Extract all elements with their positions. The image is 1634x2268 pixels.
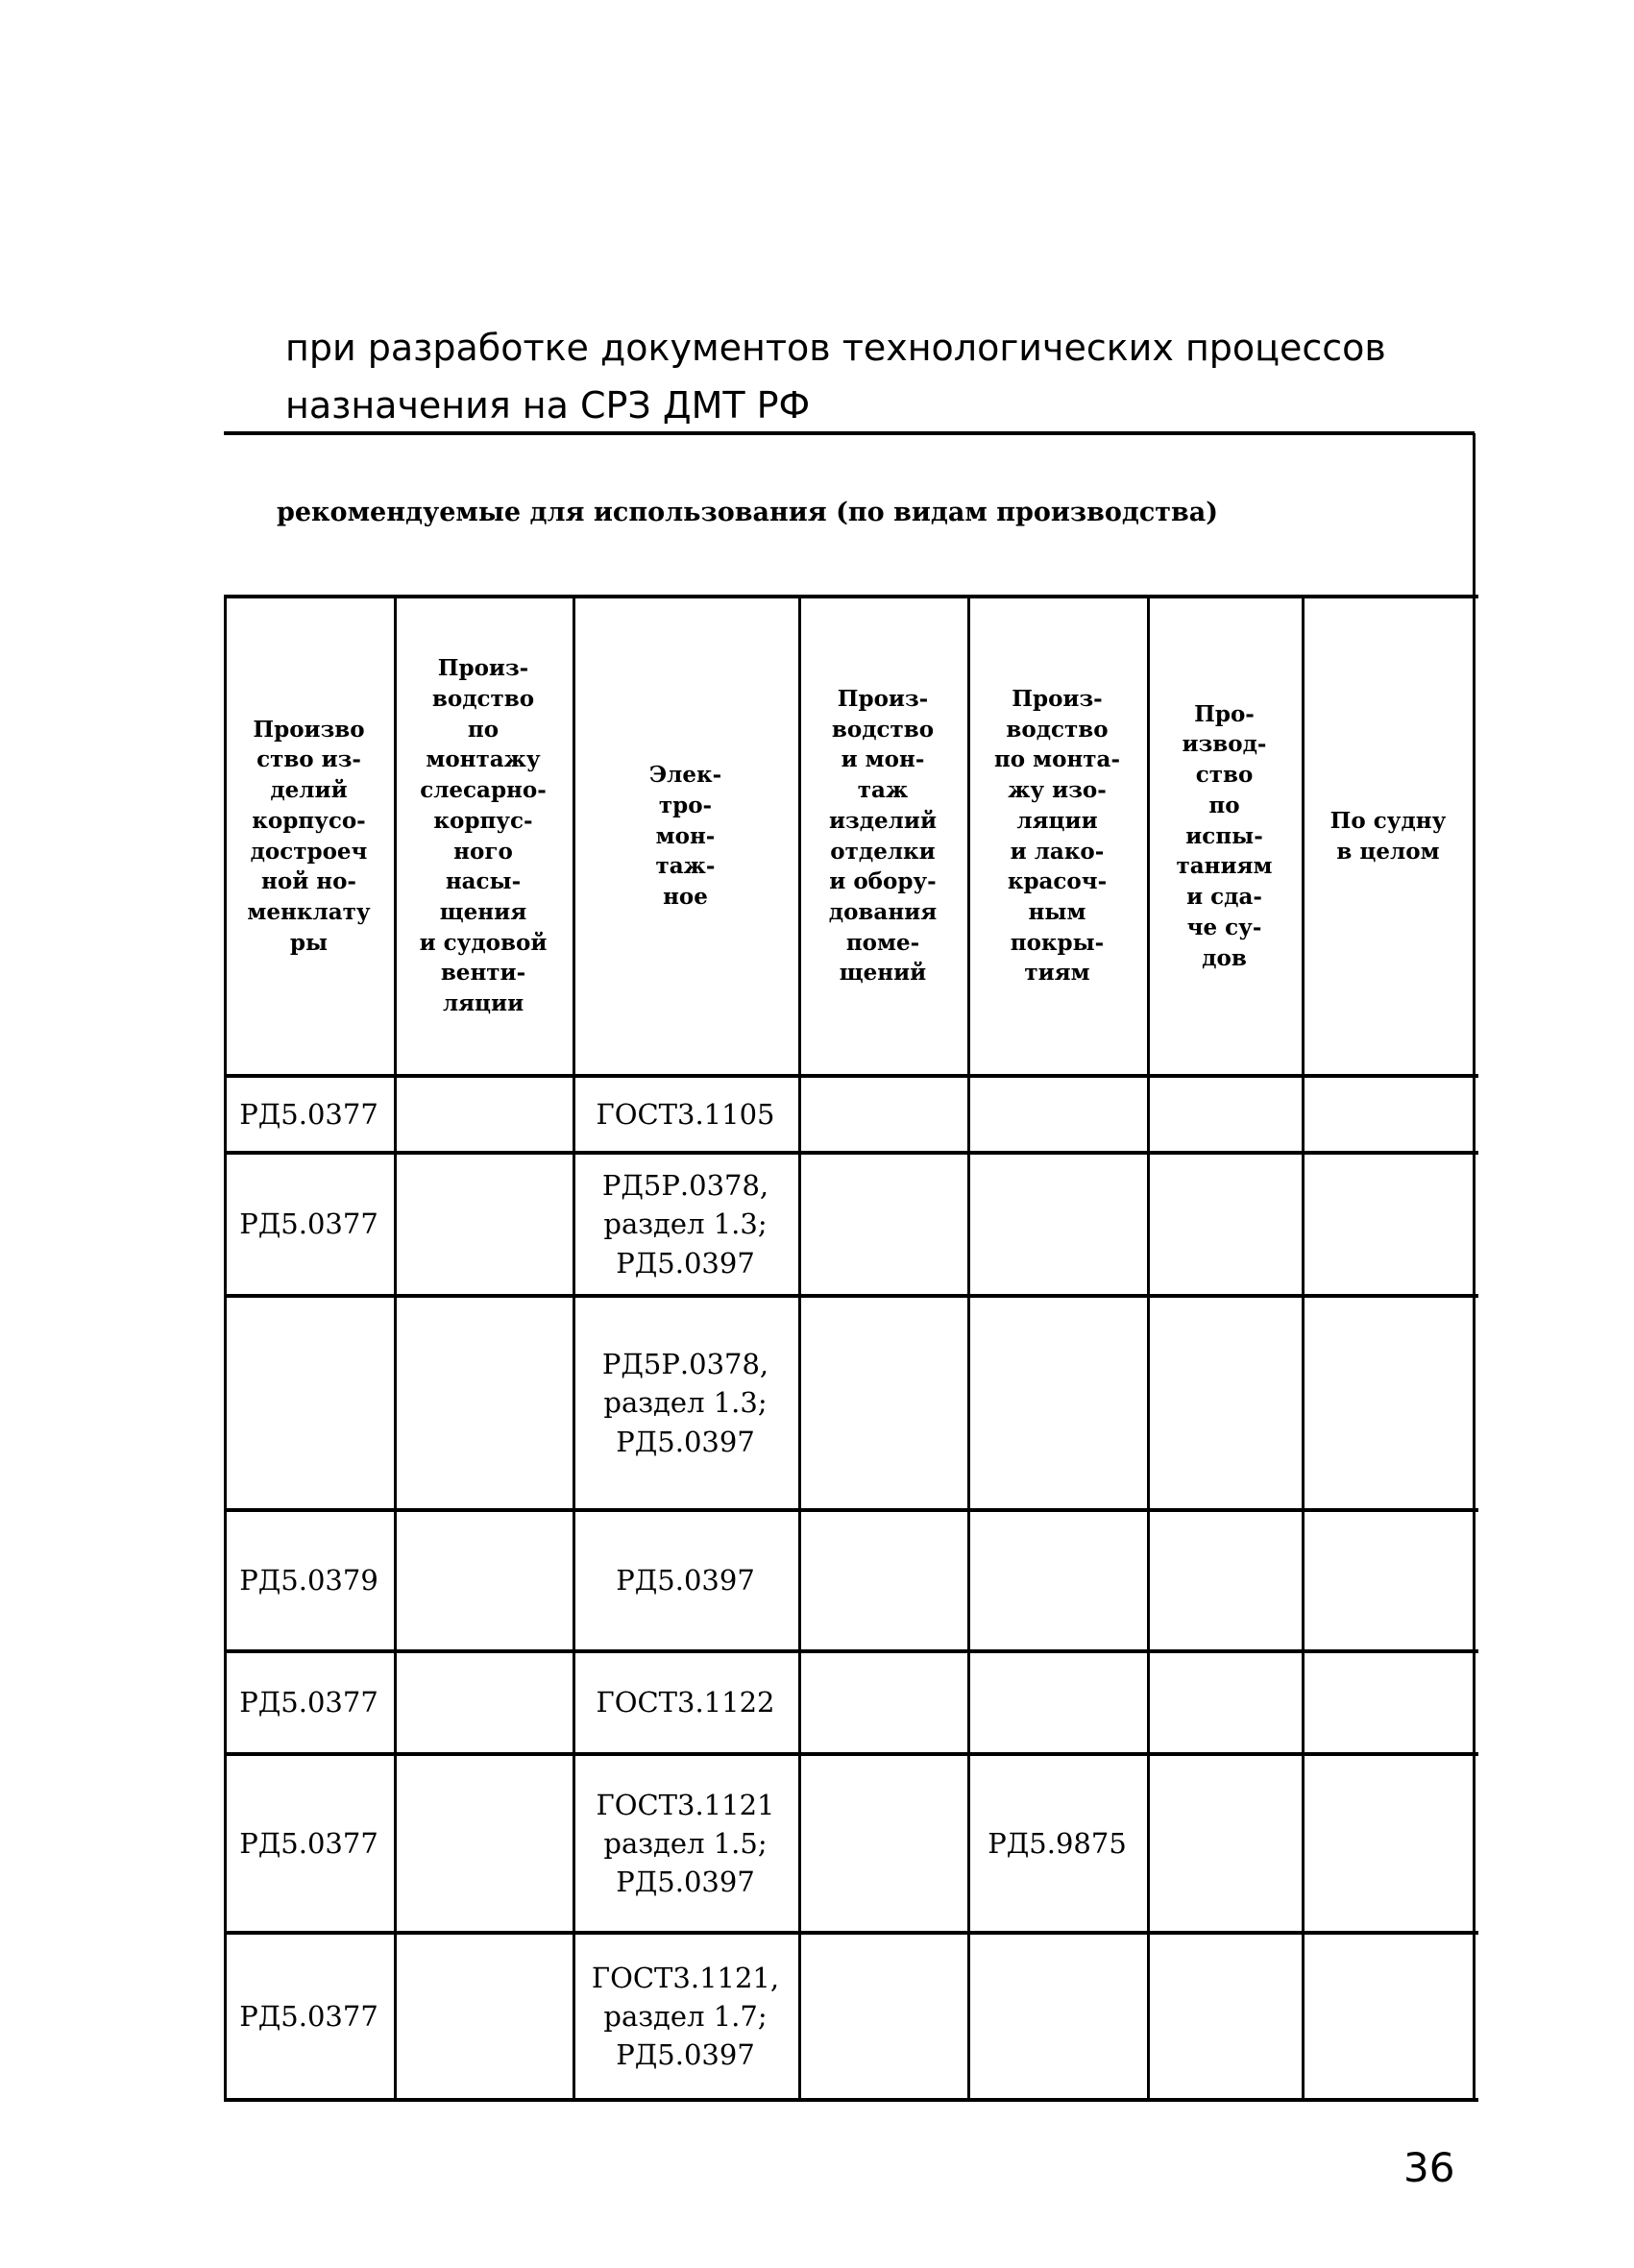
header-insulation-painting: Произ- водство по монта- жу изо- ляции и лако- красоч- ным покры- тиям [993,685,1121,987]
standards-table [224,433,1475,2102]
table-cell [394,1651,573,1754]
table-cell: РД5.0377 [239,1999,378,2033]
table-rule-vertical [1302,597,1305,2102]
table-cell [394,1076,573,1153]
table-rule-vertical [1473,597,1475,2102]
table-cell: РД5.0377 [239,1686,378,1719]
table-cell [967,1510,1147,1651]
table-cell: РД5.0379 [239,1564,378,1597]
table-cell [1147,1754,1302,1933]
header-finishing-equipment: Произ- водство и мон- таж изделий отделки и обору- дования поме- щений [828,685,938,987]
table-cell: РД5Р.0378, раздел 1.3; РД5.0397 [601,1348,769,1458]
table-cell [798,1754,967,1933]
table-cell [1302,1510,1475,1651]
header-ship-overall: По судну в целом [1329,807,1447,865]
table-cell [394,1510,573,1651]
table-cell [798,1933,967,2100]
table-cell: ГОСТ3.1121 раздел 1.5; РД5.0397 [596,1788,775,1898]
table-cell: ГОСТ3.1122 [596,1686,775,1719]
table-cell [1147,1933,1302,2100]
table-cell [1147,1651,1302,1754]
header-hull-production: Произво ство из- делий корпусо- достроеч ной но- менклату ры [247,716,371,956]
table-cell [967,1651,1147,1754]
table-cell [1147,1510,1302,1651]
table-cell: РД5.0377 [239,1826,378,1860]
table-rule-horizontal [224,1151,1478,1155]
table-cell [394,1754,573,1933]
table-cell [224,1296,394,1510]
table-cell [1302,1933,1475,2100]
table-cell [967,1296,1147,1510]
table-cell [1302,1754,1475,1933]
table-rule-horizontal [224,1649,1478,1653]
table-cell [1147,1076,1302,1153]
document-title-line-2: назначения на СРЗ ДМТ РФ [285,384,811,427]
table-cell [798,1651,967,1754]
table-cell: РД5.0377 [239,1097,378,1131]
table-cell [1147,1296,1302,1510]
header-electrical: Элек- тро- мон- таж- ное [648,762,722,911]
table-cell [967,1153,1147,1296]
table-cell [798,1076,967,1153]
table-cell: ГОСТ3.1121, раздел 1.7; РД5.0397 [591,1961,780,2071]
header-fitting-ventilation: Произ- водство по монтажу слесарно- корпус- ного насы- щения и судовой венти- ляции [419,655,548,1017]
table-cell [967,1076,1147,1153]
table-cell [394,1296,573,1510]
table-rule-horizontal [224,595,1478,598]
table-cell [798,1153,967,1296]
table-cell [1302,1076,1475,1153]
table-rule-vertical [1473,433,1475,598]
table-cell: РД5Р.0378, раздел 1.3; РД5.0397 [601,1169,769,1280]
table-cell [1302,1296,1475,1510]
table-rule-horizontal [224,1294,1478,1298]
table-cell: ГОСТ3.1105 [596,1097,775,1131]
table-rule-horizontal [224,1508,1478,1512]
table-rule-vertical [1147,597,1150,2102]
table-rule-horizontal [224,431,1475,435]
header-testing-delivery: Про- извод- ство по испы- таниям и сда- че су- дов [1176,700,1273,971]
table-cell [394,1153,573,1296]
table-rule-vertical [224,597,227,2102]
table-rule-vertical [573,597,575,2102]
table-rule-horizontal [224,1752,1478,1756]
table-cell [967,1933,1147,2100]
table-cell [1302,1651,1475,1754]
table-rule-horizontal [224,1931,1478,1935]
table-cell: РД5.0397 [616,1564,755,1597]
document-title-line-1: при разработке документов технологических процессов [285,327,1386,369]
table-cell [1302,1153,1475,1296]
table-span-header: рекомендуемые для использования (по видам производства) [277,498,1219,527]
page-number: 36 [1403,2144,1455,2191]
table-cell [1147,1153,1302,1296]
table-cell [798,1510,967,1651]
table-cell: РД5.9875 [988,1826,1127,1860]
table-rule-horizontal [224,1074,1478,1078]
table-cell [798,1296,967,1510]
table-cell: РД5.0377 [239,1207,378,1241]
table-cell [394,1933,573,2100]
table-rule-vertical [798,597,801,2102]
table-rule-vertical [394,597,397,2102]
table-rule-horizontal [224,2098,1478,2102]
table-rule-vertical [967,597,970,2102]
